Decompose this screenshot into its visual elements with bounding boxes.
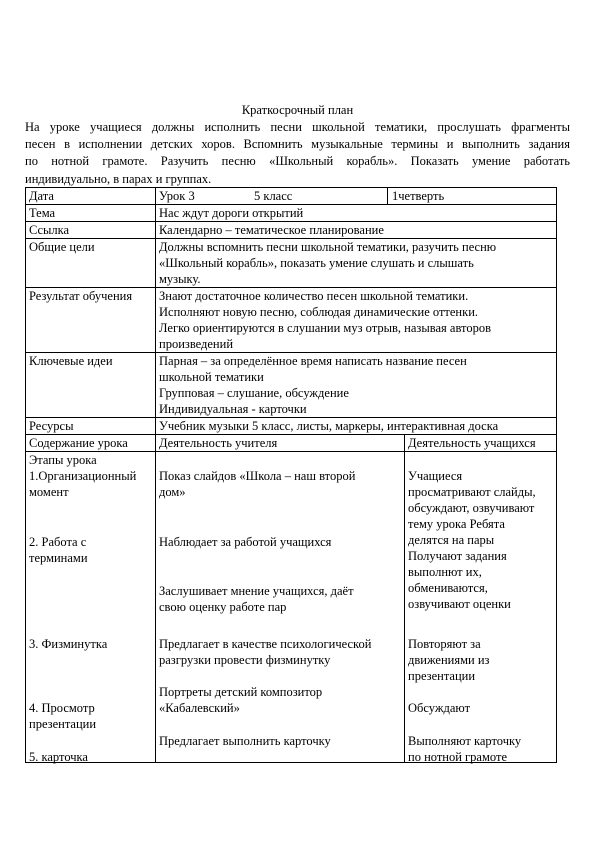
row-activity-header [26,435,557,452]
student-activity: Обсуждают [408,701,471,715]
intro-line: песен в исполнении детских хоров. Вспомнить музыкальные термины и выполнить задания [25,137,570,152]
goals-value: Должны вспомнить песни школьной тематики, разучить песню «Школьный корабль», показать умение слушать и слышать музыку. [156,239,557,288]
link-value: Календарно – тематическое планирование [156,222,557,239]
student-activity: Выполняют карточку по нотной грамоте [408,734,522,764]
ideas-value: Парная – за определённое время написать название песен школьной тематики Групповая – слушание, обсуждение Индивидуальная - карточки [156,353,557,418]
stage-1: 1.Организационный момент [29,469,137,499]
quarter: 1четверть [392,189,445,203]
teacher-column [156,452,405,763]
stage-3: 3. Физминутка [29,637,108,651]
row-stages [26,452,557,763]
row-theme [26,205,557,222]
row-link [26,222,557,239]
lesson-plan-table [25,187,557,763]
stages-title: Этапы урока [29,453,97,467]
grade: 5 класс [254,188,388,204]
label-result: Результат обучения [26,288,156,353]
intro-paragraph [25,119,570,188]
stages-column [26,452,156,763]
teacher-activity: Наблюдает за работой учащихся [159,535,332,549]
label-date: Дата [26,188,156,205]
teacher-activity: Портреты детский композитор «Кабалевский» [159,685,323,715]
teacher-activity: Заслушивает мнение учащихся, даёт свою оценку работе пар [159,584,354,614]
header-students: Деятельность учащихся [405,435,557,452]
stage-5: 5. карточка [29,750,88,764]
label-resources: Ресурсы [26,418,156,435]
header-content: Содержание урока [26,435,156,452]
teacher-activity: Предлагает в качестве психологической разгрузки провести физминутку [159,637,372,667]
row-result [26,288,557,353]
label-theme: Тема [26,205,156,222]
intro-line: по нотной грамоте. Разучить песню «Школьный корабль». Показать умение работать [25,154,570,169]
row-ideas [26,353,557,418]
students-column [405,452,557,763]
result-value: Знают достаточное количество песен школьной тематики. Исполняют новую песню, соблюдая динамические оттенки. Легко ориентируются в слушании муз отрыв, называя авторов произведений [156,288,557,353]
teacher-activity: Предлагает выполнить карточку [159,734,331,748]
row-date [26,188,557,205]
intro-line: На уроке учащиеся должны исполнить песни школьной тематики, прослушать фрагменты [25,120,570,134]
student-activity: Учащиеся просматривают слайды, обсуждают, озвучивают тему урока Ребята делятся на пары Получают задания выполнют их, обмениваются, озвучивают оценки [408,469,536,611]
document-title: Краткосрочный план [241,103,354,117]
theme-value: Нас ждут дороги открытий [156,205,557,222]
resources-value: Учебник музыки 5 класс, листы, маркеры, интерактивная доска [156,418,557,435]
label-ideas: Ключевые идеи [26,353,156,418]
stage-4: 4. Просмотр презентации [29,701,97,731]
intro-line: индивидуально, в парах и группах. [25,171,212,186]
stage-2: 2. Работа с терминами [29,535,88,565]
label-goals: Общие цели [26,239,156,288]
teacher-activity: Показ слайдов «Школа – наш второй дом» [159,469,356,499]
row-goals [26,239,557,288]
row-resources [26,418,557,435]
lesson-number: Урок 3 [159,189,195,203]
label-link: Ссылка [26,222,156,239]
header-teacher: Деятельность учителя [156,435,405,452]
student-activity: Повторяют за движениями из презентации [408,637,490,683]
